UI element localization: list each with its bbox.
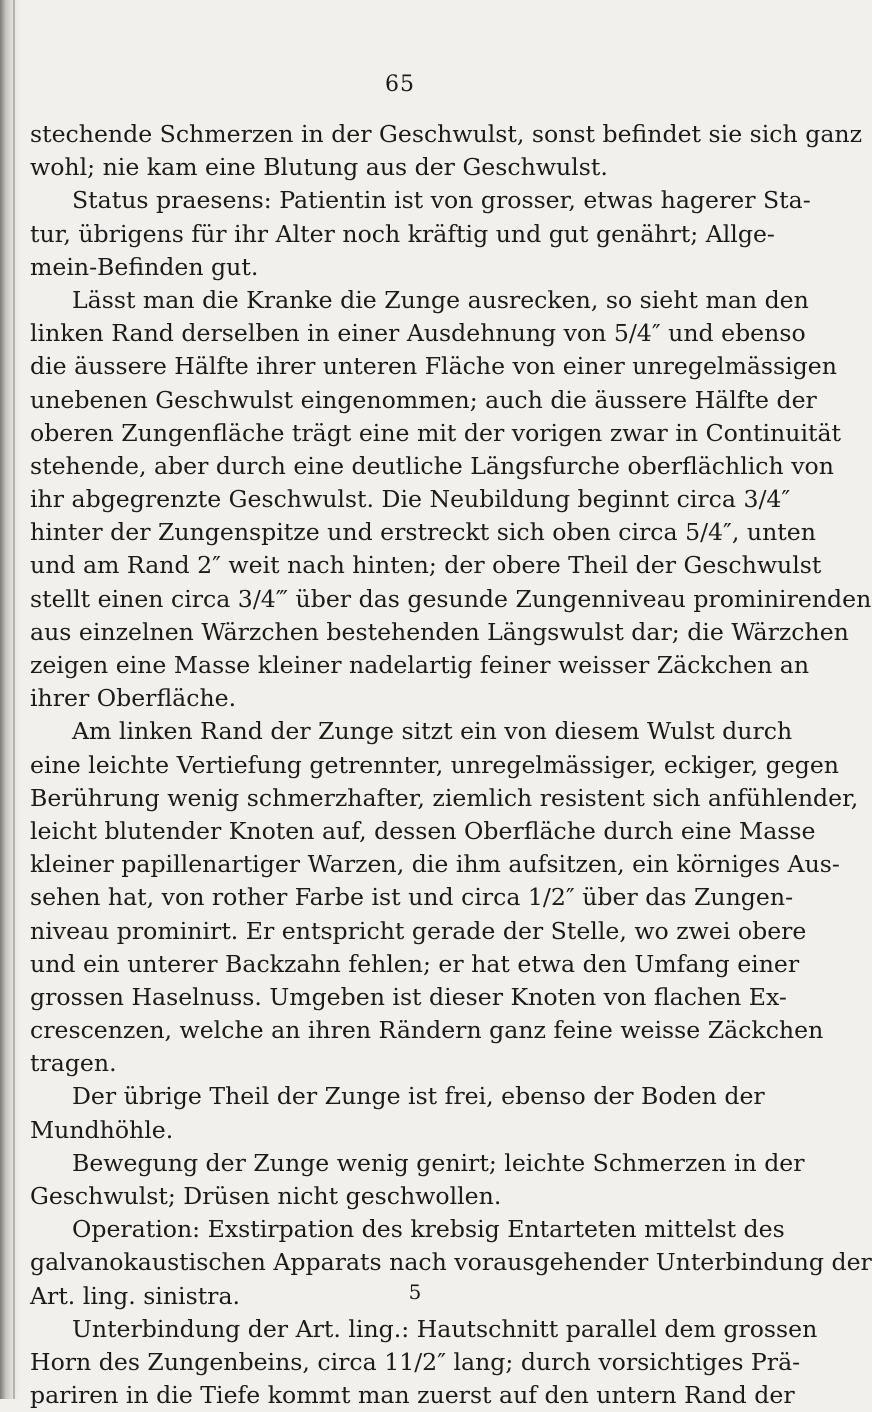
text-line: crescenzen, welche an ihren Rändern ganz feine weisse Zäckchen (30, 1016, 824, 1045)
text-line: ihr abgegrenzte Geschwulst. Die Neubildung beginnt circa 3/4″ (30, 485, 791, 514)
text-line: Mundhöhle. (30, 1115, 174, 1144)
text-line: ihrer Oberfläche. (30, 684, 237, 713)
text-line: grossen Haselnuss. Umgeben ist dieser Knoten von flachen Ex- (30, 982, 787, 1011)
signature-mark: 5 (408, 1280, 422, 1304)
text-line: leicht blutender Knoten auf, dessen Oberfläche durch eine Masse (30, 816, 816, 845)
text-line: Unterbindung der Art. ling.: Hautschnitt parallel dem grossen (72, 1314, 818, 1343)
page-number: 65 (385, 72, 415, 97)
text-line: Operation: Exstirpation des krebsig Entarteten mittelst des (72, 1215, 785, 1244)
text-line: sehen hat, von rother Farbe ist und circa 1/2″ über das Zungen- (30, 883, 794, 912)
text-line: stehende, aber durch eine deutliche Längsfurche oberflächlich von (30, 451, 834, 480)
body-text (30, 118, 872, 1412)
text-line: galvanokaustischen Apparats nach vorausgehender Unterbindung der (30, 1248, 872, 1277)
text-line: aus einzelnen Wärzchen bestehenden Längswulst dar; die Wärzchen (30, 617, 849, 646)
text-line: stellt einen circa 3/4‴ über das gesunde Zungenniveau prominirenden (30, 584, 872, 613)
text-line: und ein unterer Backzahn fehlen; er hat etwa den Umfang einer (30, 949, 800, 978)
text-line: hinter der Zungenspitze und erstreckt sich oben circa 5/4″, unten (30, 518, 816, 547)
text-line: Status praesens: Patientin ist von grosser, etwas hagerer Sta- (72, 186, 811, 215)
text-line: tur, übrigens für ihr Alter noch kräftig und gut genährt; Allge- (30, 219, 775, 248)
text-line: Der übrige Theil der Zunge ist frei, ebenso der Boden der (72, 1082, 765, 1111)
gutter-line (13, 0, 15, 1399)
text-line: eine leichte Vertiefung getrennter, unregelmässiger, eckiger, gegen (30, 750, 840, 779)
text-line: niveau prominirt. Er entspricht gerade der Stelle, wo zwei obere (30, 916, 807, 945)
text-line: Geschwulst; Drüsen nicht geschwollen. (30, 1182, 502, 1210)
text-line: mein-Befinden gut. (30, 252, 259, 281)
text-line: wohl; nie kam eine Blutung aus der Geschwulst. (30, 153, 608, 182)
text-line: Lässt man die Kranke die Zunge ausrecken, so sieht man den (72, 285, 809, 314)
text-line: oberen Zungenfläche trägt eine mit der vorigen zwar in Continuität (30, 418, 842, 447)
text-line: Berührung wenig schmerzhafter, ziemlich resistent sich anfühlender, (30, 783, 859, 812)
text-line: und am Rand 2″ weit nach hinten; der obere Theil der Geschwulst (30, 551, 822, 580)
text-line: tragen. (30, 1049, 117, 1078)
text-line: pariren in die Tiefe kommt man zuerst auf den untern Rand der (30, 1381, 795, 1410)
text-line: Bewegung der Zunge wenig genirt; leichte Schmerzen in der (72, 1148, 805, 1177)
text-line: kleiner papillenartiger Warzen, die ihm aufsitzen, ein körniges Aus- (30, 850, 840, 879)
text-line: unebenen Geschwulst eingenommen; auch die äussere Hälfte der (30, 385, 817, 414)
text-line: die äussere Hälfte ihrer unteren Fläche von einer unregelmässigen (30, 352, 837, 381)
text-line: stechende Schmerzen in der Geschwulst, sonst befindet sie sich ganz (30, 120, 863, 148)
text-line: Art. ling. sinistra. (30, 1281, 241, 1310)
text-line: Am linken Rand der Zunge sitzt ein von diesem Wulst durch (72, 717, 793, 746)
text-line: zeigen eine Masse kleiner nadelartig feiner weisser Zäckchen an (30, 651, 810, 679)
text-line: Horn des Zungenbeins, circa 11/2″ lang; durch vorsichtiges Prä- (30, 1347, 801, 1376)
text-line: linken Rand derselben in einer Ausdehnung von 5/4″ und ebenso (30, 319, 806, 348)
page-spine-shadow (0, 0, 20, 1399)
